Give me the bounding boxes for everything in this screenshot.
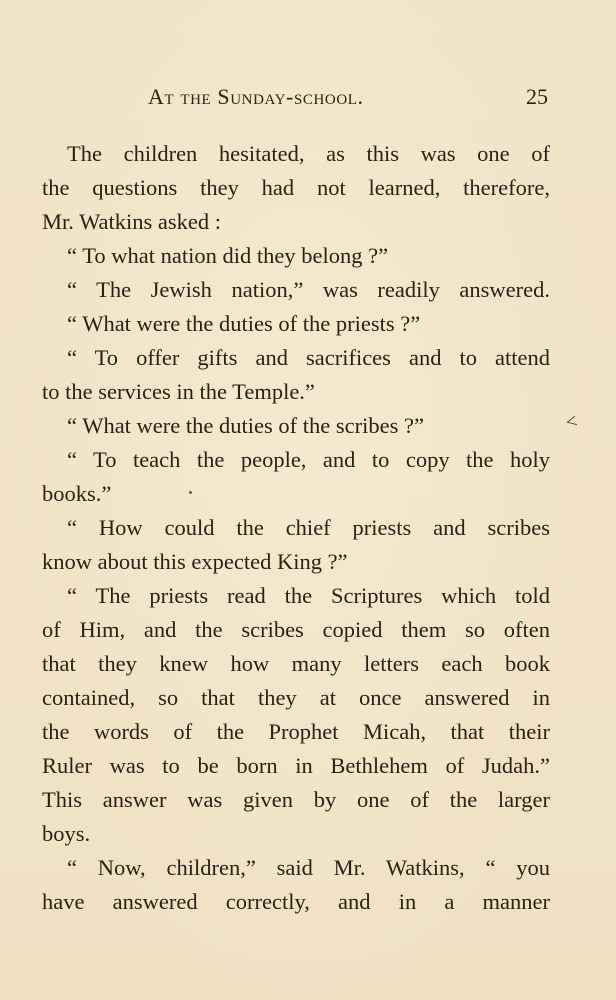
text-line: “ How could the chief priests and scribes [67, 515, 550, 540]
text-line: “ The Jewish nation,” was readily answered. [67, 277, 550, 302]
text-line: to the services in the Temple.” [42, 379, 315, 404]
text-line: This answer was given by one of the larger [42, 787, 550, 812]
text-line: have answered correctly, and in a manner [42, 889, 550, 914]
page-number: 25 [526, 84, 548, 109]
text-line: “ What were the duties of the scribes ?” [67, 413, 424, 438]
text-line: Mr. Watkins asked : [42, 209, 222, 234]
text-line: that they knew how many letters each book [42, 651, 550, 676]
text-line: contained, so that they at once answered in [42, 685, 550, 710]
text-line: “ To what nation did they belong ?” [67, 243, 389, 268]
text-line: “ To teach the people, and to copy the holy [67, 447, 550, 472]
text-line: boys. [42, 821, 91, 846]
running-head: At the Sunday-school. [148, 84, 364, 109]
text-line: “ Now, children,” said Mr. Watkins, “ you [67, 855, 550, 880]
text-line: Ruler was to be born in Bethlehem of Judah.” [42, 753, 550, 778]
text-line: “ The priests read the Scriptures which told [67, 583, 550, 608]
text-line: know about this expected King ?” [42, 549, 348, 574]
paper-speck [189, 491, 192, 494]
text-line: “ What were the duties of the priests ?” [67, 311, 421, 336]
body-text [42, 137, 550, 919]
text-line: books.” [42, 481, 112, 506]
marginal-pencil-mark: < [563, 410, 580, 434]
text-line: of Him, and the scribes copied them so often [42, 617, 550, 642]
text-line: The children hesitated, as this was one of [67, 141, 550, 166]
text-line: the questions they had not learned, therefore, [42, 175, 550, 200]
text-line: “ To offer gifts and sacrifices and to attend [67, 345, 550, 370]
page-header [42, 84, 550, 116]
text-line: the words of the Prophet Micah, that their [42, 719, 550, 744]
